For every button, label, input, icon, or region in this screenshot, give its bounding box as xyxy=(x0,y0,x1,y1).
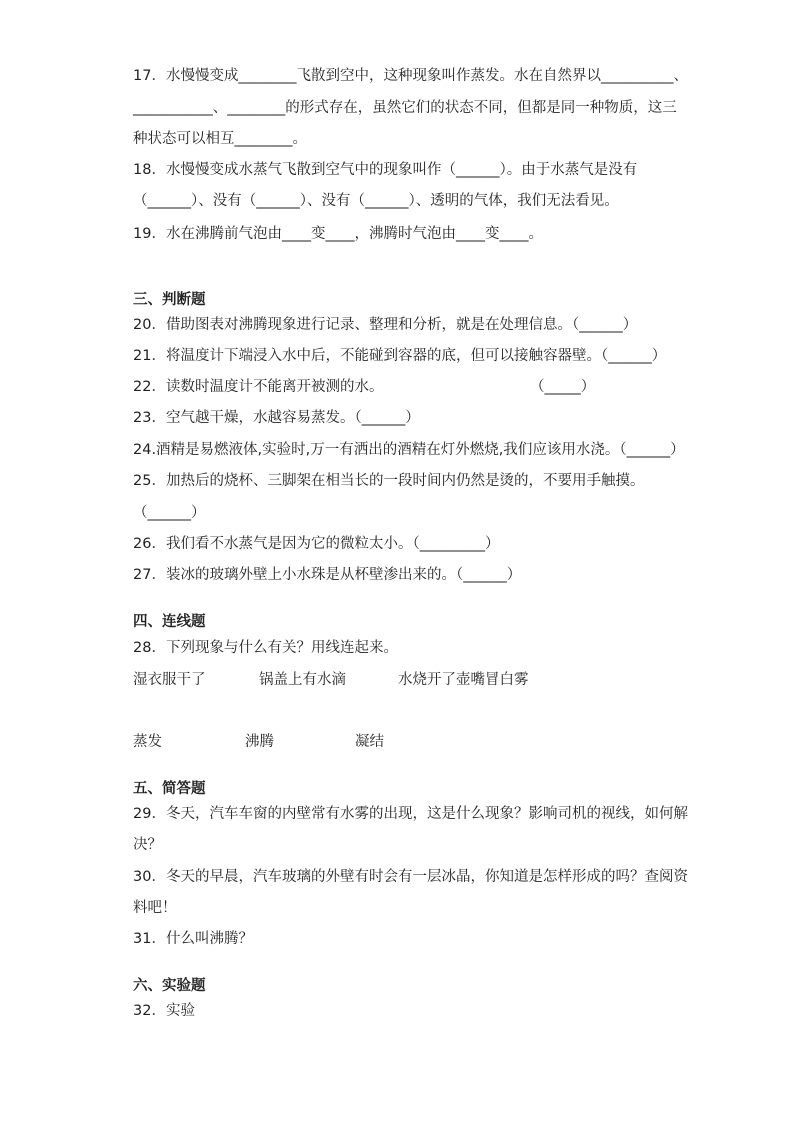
q19: 19．水在沸腾前气泡由____变____，沸腾时气泡由____变____。 xyxy=(133,226,543,242)
match-cause-3: 凝结 xyxy=(355,734,384,750)
q30-line-2: 料吧！ xyxy=(133,900,177,916)
q29-line-2: 决？ xyxy=(133,837,162,853)
q17-line-2: ___________、________的形式存在，虽然它们的状态不同，但都是同一种物质，这三 xyxy=(133,100,677,116)
q24: 24.酒精是易燃液体,实验时,万一有洒出的酒精在灯外燃烧,我们应该用水浇。（______） xyxy=(133,442,685,458)
q20: 20．借助图表对沸腾现象进行记录、整理和分析，就是在处理信息。（______） xyxy=(133,317,638,333)
q28: 28．下列现象与什么有关？用线连起来。 xyxy=(133,640,398,656)
section-3-heading: 三、判断题 xyxy=(133,292,206,308)
match-phenomenon-2: 锅盖上有水滴 xyxy=(259,672,346,688)
q17-line-3: 种状态可以相互________。 xyxy=(133,131,307,147)
match-phenomenon-1: 湿衣服干了 xyxy=(133,672,206,688)
q25-line-2: （______） xyxy=(133,505,206,521)
q22: 22．读数时温度计不能离开被测的水。 xyxy=(133,379,384,395)
q21: 21．将温度计下端浸入水中后，不能碰到容器的底，但可以接触容器壁。（______） xyxy=(133,348,667,364)
q32: 32．实验 xyxy=(133,1003,195,1019)
match-cause-1: 蒸发 xyxy=(133,734,162,750)
q23: 23．空气越干燥，水越容易蒸发。（______） xyxy=(133,410,420,426)
section-5-heading: 五、简答题 xyxy=(133,781,206,797)
q27: 27．装冰的玻璃外壁上小水珠是从杯壁渗出来的。（______） xyxy=(133,567,522,583)
q29-line-1: 29．冬天，汽车车窗的内壁常有水雾的出现，这是什么现象？影响司机的视线，如何解 xyxy=(133,806,688,822)
q30-line-1: 30．冬天的早晨，汽车玻璃的外壁有时会有一层冰晶，你知道是怎样形成的吗？查阅资 xyxy=(133,869,688,885)
match-phenomenon-3: 水烧开了壶嘴冒白雾 xyxy=(398,672,529,688)
q22-answer-blank: （_____） xyxy=(530,379,596,395)
q25-line-1: 25．加热后的烧杯、三脚架在相当长的一段时间内仍然是烫的，不要用手触摸。 xyxy=(133,473,645,489)
q26: 26．我们看不水蒸气是因为它的微粒太小。（_________） xyxy=(133,536,500,552)
q18-line-1: 18．水慢慢变成水蒸气飞散到空气中的现象叫作（______）。由于水蒸气是没有 xyxy=(133,162,638,178)
q17-line-1: 17．水慢慢变成________飞散到空中，这种现象叫作蒸发。水在自然界以__________、 xyxy=(133,68,688,84)
match-cause-2: 沸腾 xyxy=(245,734,274,750)
section-4-heading: 四、连线题 xyxy=(133,614,206,630)
section-6-heading: 六、实验题 xyxy=(133,978,206,994)
q18-line-2: （______）、没有（______）、没有（______）、透明的气体，我们无法看见。 xyxy=(133,193,619,209)
q31: 31．什么叫沸腾？ xyxy=(133,931,253,947)
